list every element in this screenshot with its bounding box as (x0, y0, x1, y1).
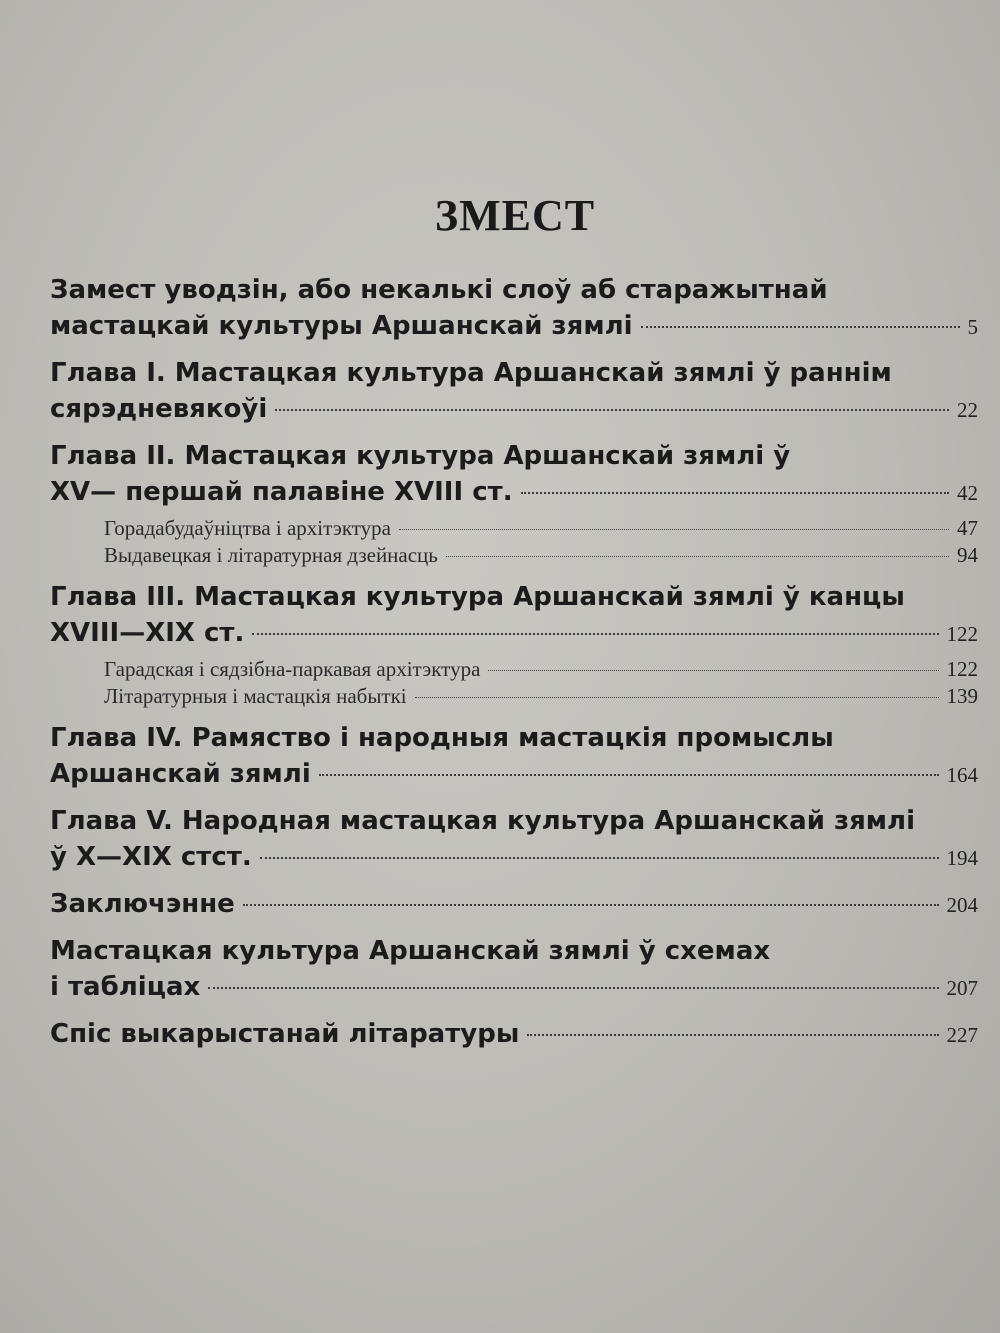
dot-leader (488, 670, 938, 671)
toc-entry-chapter-3 (50, 579, 978, 652)
toc-entry-bibliography (50, 1016, 978, 1053)
page-number: 94 (957, 543, 978, 567)
toc-subentry-title: Горадабудаўніцтва і архітэктура (104, 516, 391, 540)
toc-entry-title-end: XV— першай палавіне XVIII ст. (50, 477, 513, 507)
page-number: 139 (946, 684, 978, 708)
page-title: ЗМЕСТ (434, 191, 596, 240)
toc-entry-title-line: Глава III. Мастацкая культура Аршанскай зямлі ў канцы (50, 582, 905, 612)
page-number: 122 (946, 622, 978, 646)
toc-entry-title-end: XVIII—XIX ст. (50, 618, 245, 648)
page-number: 47 (957, 516, 978, 540)
page-number: 204 (946, 893, 978, 917)
toc-entry-title-end: ў X—XIX стст. (50, 842, 252, 872)
page-number: 164 (946, 763, 978, 787)
toc-entry-last-line (50, 308, 978, 345)
table-of-contents (50, 272, 978, 1063)
toc-subentry-title: Літаратурныя і мастацкія набыткі (104, 684, 407, 708)
dot-leader (527, 1034, 938, 1036)
toc-entry-intro (50, 272, 978, 345)
page-number: 22 (957, 398, 978, 422)
toc-subentry (50, 656, 978, 683)
toc-entry-last-line (50, 474, 978, 511)
toc-entry-chapter-5 (50, 803, 978, 876)
toc-entry-last-line (50, 756, 978, 793)
toc-entry-title-end: Заключэнне (50, 889, 235, 919)
dot-leader (521, 492, 949, 494)
toc-entry-chapter-1 (50, 355, 978, 428)
toc-entry-title-line: Глава I. Мастацкая культура Аршанскай зямлі ў раннім (50, 358, 892, 388)
toc-entry-title-line: Глава IV. Рамяство і народныя мастацкія промыслы (50, 723, 834, 753)
toc-entry-conclusion (50, 886, 978, 923)
dot-leader (243, 904, 939, 906)
toc-entry-last-line (50, 969, 978, 1006)
toc-entry-last-line (50, 615, 978, 652)
page-number: 122 (946, 657, 978, 681)
toc-entry-last-line (50, 886, 978, 923)
dot-leader (260, 857, 939, 859)
toc-subentry (50, 515, 978, 542)
toc-entry-title-end: мастацкай культуры Аршанскай зямлі (50, 311, 633, 341)
dot-leader (252, 633, 938, 635)
page-number: 207 (946, 976, 978, 1000)
toc-entry-last-line (50, 1016, 978, 1053)
toc-entry-title-end: і табліцах (50, 972, 201, 1002)
toc-entry-title-end: сярэдневякоўі (50, 394, 268, 424)
dot-leader (319, 774, 939, 776)
toc-subentry (50, 542, 978, 569)
dot-leader (275, 409, 949, 411)
toc-entry-title-line: Глава V. Народная мастацкая культура Аршанскай зямлі (50, 806, 916, 836)
toc-entry-title-line: Глава II. Мастацкая культура Аршанскай зямлі ў (50, 441, 791, 471)
toc-entry-chapter-2 (50, 438, 978, 511)
dot-leader (446, 556, 949, 557)
toc-entry-schemes (50, 933, 978, 1006)
dot-leader (208, 987, 938, 989)
page-number: 194 (946, 846, 978, 870)
toc-subentry (50, 683, 978, 710)
toc-entry-last-line (50, 839, 978, 876)
toc-entry-title-end: Аршанскай зямлі (50, 759, 311, 789)
page-number: 5 (967, 315, 978, 339)
toc-subentry-title: Гарадская і сядзібна-паркавая архітэктура (104, 657, 481, 681)
page-number: 227 (946, 1023, 978, 1047)
dot-leader (415, 697, 939, 698)
dot-leader (399, 529, 949, 530)
dot-leader (641, 326, 960, 328)
toc-entry-title-line: Замест уводзін, або некалькі слоў аб старажытнай (50, 275, 828, 305)
page-number: 42 (957, 481, 978, 505)
toc-entry-title-line: Мастацкая культура Аршанскай зямлі ў схемах (50, 936, 771, 966)
toc-entry-chapter-4 (50, 720, 978, 793)
toc-entry-title-end: Спіс выкарыстанай літаратуры (50, 1019, 520, 1049)
toc-entry-last-line (50, 391, 978, 428)
toc-subentry-title: Выдавецкая і літаратурная дзейнасць (104, 543, 438, 567)
